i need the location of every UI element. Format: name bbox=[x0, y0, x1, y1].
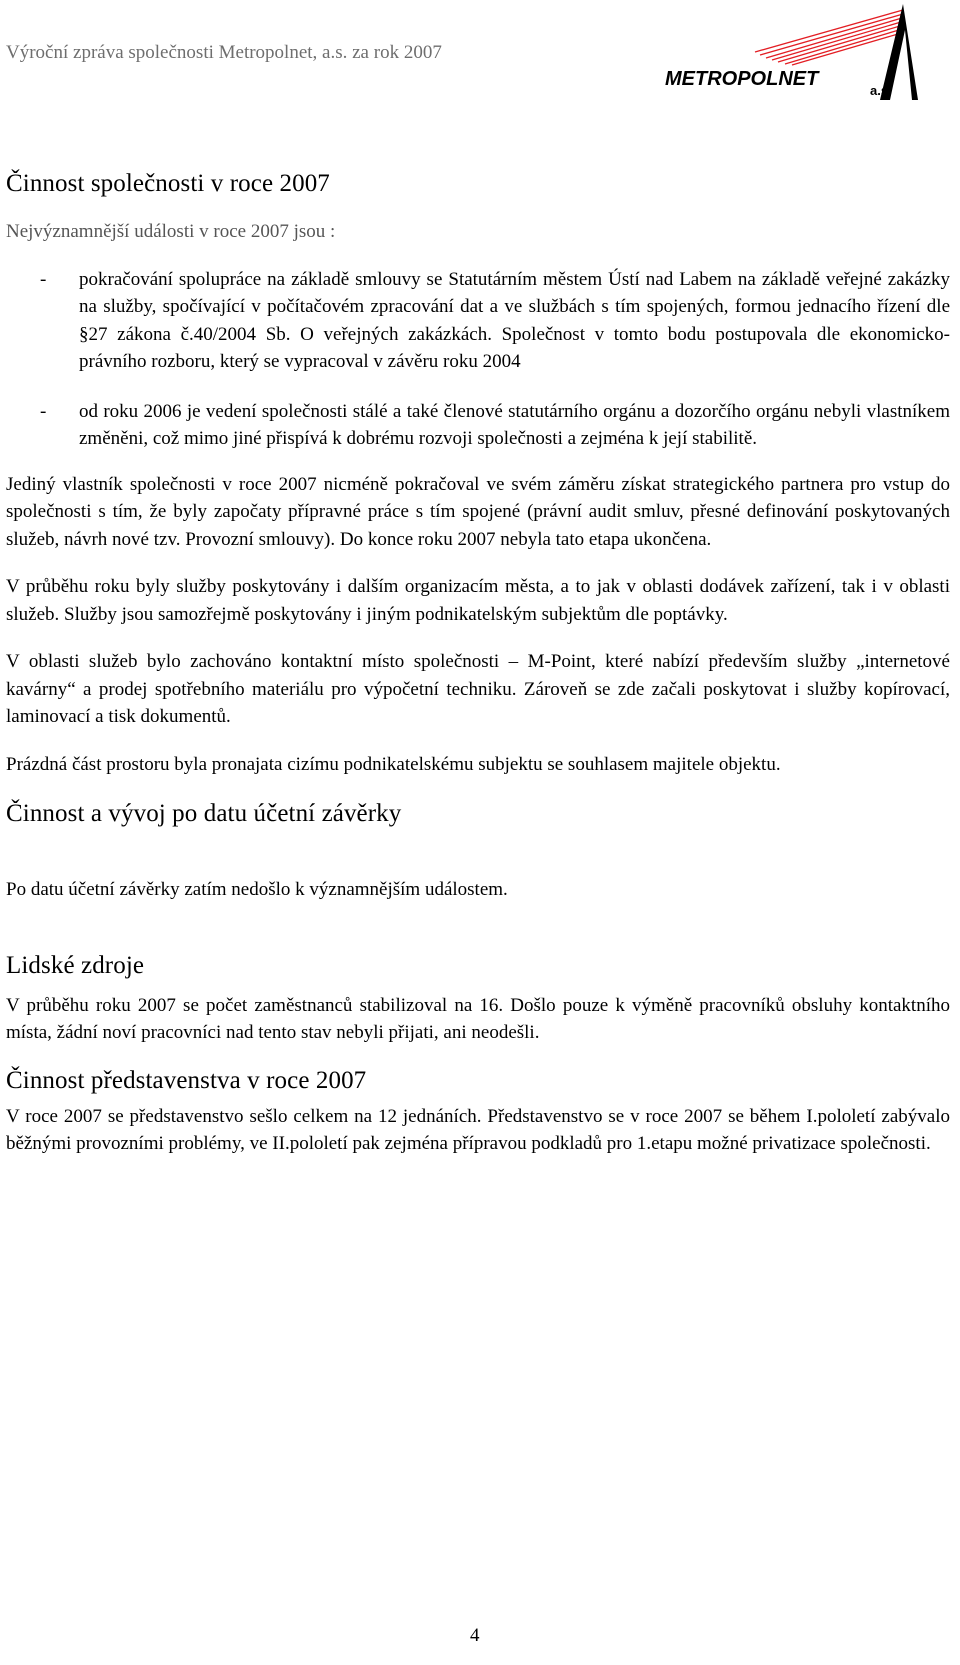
metropolnet-logo bbox=[665, 0, 960, 108]
page-content bbox=[6, 170, 950, 1158]
section-title-human-resources: Lidské zdroje bbox=[6, 951, 145, 979]
logo-wordmark: METROPOLNET bbox=[665, 68, 819, 90]
paragraph: V průběhu roku 2007 se počet zaměstnanců stabilizoval na 16. Došlo pouze k výměně pracovníků obsluhy kontaktního místa, žádní noví pracovníci nad tento stav nebyli přijati, ani neodešli. bbox=[6, 994, 950, 1043]
section-title-board: Činnost představenstva v roce 2007 bbox=[6, 1066, 367, 1094]
paragraph: V oblasti služeb bylo zachováno kontaktní místo společnosti – M-Point, které nabízí především služby „internetové kavárny“ a prodej spotřebního materiálu pro výpočetní techniku. Zároveň se zde začali poskytovat i služby kopírovací, laminovací a tisk dokumentů. bbox=[6, 651, 950, 727]
paragraph: V průběhu roku byly služby poskytovány i dalším organizacím města, a to jak v oblasti dodávek zařízení, tak i v oblasti služeb. Služby jsou samozřejmě poskytovány i jiným podnikatelským subjektům dle poptávky. bbox=[6, 576, 950, 625]
paragraph: Jediný vlastník společnosti v roce 2007 nicméně pokračoval ve svém záměru získat strategického partnera pro vstup do společnosti s tím, že byly započaty přípravné práce s tím spojené (právní audit smluv, přesné definování poskytovaných služeb, návrh nové tzv. Provozní smlouvy). Do konce roku 2007 nebyla tato etapa ukončena. bbox=[6, 473, 950, 550]
list-item-text: pokračování spolupráce na základě smlouvy se Statutárním městem Ústí nad Labem na základě veřejné zakázky na služby, spočívající v počítačovém zpracování dat a ve službách s tím spojených, formou jednacího řízení dle §27 zákona č.40/2004 Sb. O veřejných zakázkách. Společnost v tomto bodu postupovala dle ekonomicko-právního rozboru, který se vypracoval v závěru roku 2004 bbox=[79, 268, 950, 372]
logo-suffix: a.s. bbox=[870, 83, 892, 98]
list-item bbox=[6, 266, 950, 376]
page-header bbox=[0, 0, 960, 110]
paragraph: V roce 2007 se představenstvo sešlo celkem na 12 jednáních. Představenstvo se v roce 2007 se během I.pololetí zabývalo běžnými provozními problémy, ve II.pololetí pak zejména přípravou podkladů pro 1.etapu možné privatizace společnosti. bbox=[6, 1105, 950, 1154]
list-dash: - bbox=[40, 400, 47, 422]
section-title-activity: Činnost společnosti v roce 2007 bbox=[6, 170, 330, 197]
section-title-after-closing: Činnost a vývoj po datu účetní závěrky bbox=[6, 800, 402, 827]
paragraph: Prázdná část prostoru byla pronajata cizímu podnikatelskému subjektu se souhlasem majitele objektu. bbox=[6, 753, 781, 775]
page-number: 4 bbox=[470, 1625, 480, 1646]
list-item bbox=[6, 398, 950, 453]
list-item-text: od roku 2006 je vedení společnosti stálé a také členové statutárního orgánu a dozorčího orgánu nebyli vlastníkem změněni, což mimo jiné přispívá k dobrému rozvoji společnosti a zejména k její stabilitě. bbox=[79, 400, 950, 449]
section-intro: Nejvýznamnější události v roce 2007 jsou : bbox=[6, 221, 336, 242]
report-title: Výroční zpráva společnosti Metropolnet, a.s. za rok 2007 bbox=[6, 42, 442, 63]
paragraph: Po datu účetní závěrky zatím nedošlo k významnějším událostem. bbox=[6, 879, 508, 900]
list-dash: - bbox=[40, 268, 47, 290]
